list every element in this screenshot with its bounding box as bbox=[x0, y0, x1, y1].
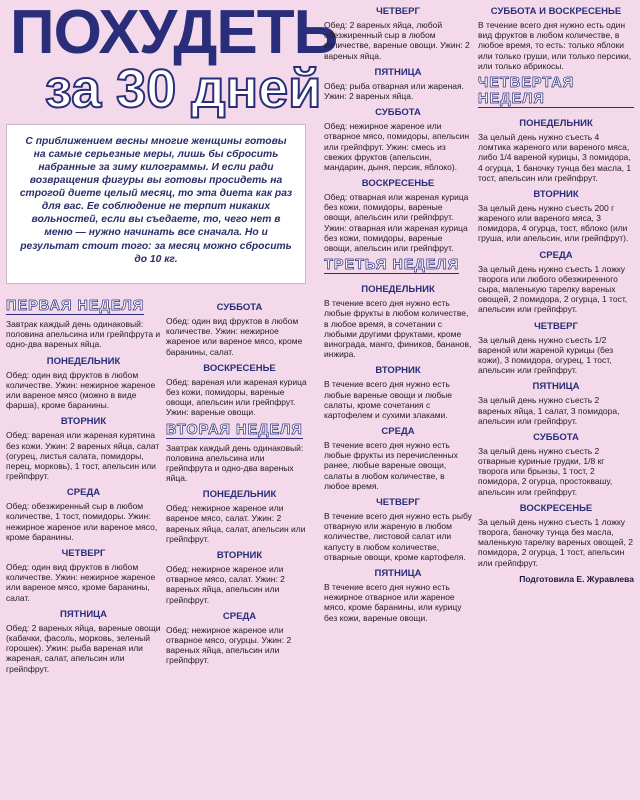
column-3 bbox=[324, 0, 472, 800]
week2-saturday-label: СУББОТА bbox=[375, 107, 421, 119]
week3-weekend-text: В течение всего дня нужно есть один вид фруктов в любом количестве, в любое время, то есть: только яблоки или только груши, или только персики, или только абрикосы. bbox=[478, 20, 632, 71]
week4-thursday-label: ЧЕТВЕРГ bbox=[534, 320, 578, 332]
intro-box: С приближением весны многие женщины готовы на самые серьезные меры, лишь бы сбросить набранные за зиму килограммы. И если ради возвращения фигуры вы готовы просидеть на строгой диете целый месяц, то эта диета как раз для вас. Ее соблюдение не терпит никаких вольностей, если вы съедаете, то, чего нет в меню — нужно начинать все сначала. Но и результат стоит того: за месяц можно сбросить до 10 кг. bbox=[6, 124, 306, 284]
week4-wednesday-label: СРЕДА bbox=[539, 249, 573, 261]
week2-intro: Завтрак каждый день одинаковый: половина апельсина или грейпфрута и одно-два вареных яйца. bbox=[166, 442, 304, 484]
week3-weekend-label: СУББОТА И ВОСКРЕСЕНЬЕ bbox=[490, 6, 622, 17]
week2-thursday-label: ЧЕТВЕРГ bbox=[376, 6, 420, 17]
week1-tuesday-label: ВТОРНИК bbox=[60, 416, 107, 428]
week4-tuesday-text: За целый день нужно съесть 200 г жареного или вареного мяса, 3 помидора, 4 огурца, тост, яблоко (или груша, или апельсин, или грейпфрут). bbox=[478, 202, 629, 244]
week2-title: ВТОРАЯ НЕДЕЛЯ bbox=[166, 421, 303, 438]
week1-sunday-text: Обед: вареная или жареная курица без кожи, помидоры, вареные овощи, апельсин или грейпфрут. Ужин: вареные овощи. bbox=[166, 376, 307, 418]
week4-wednesday-text: За целый день нужно съесть 1 ложку творога или любого обезжиренного сыра, маленькую тарелку вареных овощей, 2 помидора, 2 огурца, 1 тост, апельсин или грейпфрут. bbox=[478, 263, 628, 315]
week2-tuesday-label: ВТОРНИК bbox=[216, 550, 263, 561]
week1-saturday-text: Обед: один вид фруктов в любом количестве. Ужин: нежирное жареное или вареное мясо, кроме баранины, салат. bbox=[166, 316, 303, 357]
week2-sunday-text: Обед: отварная или жареная курица без кожи, помидоры, вареные овощи, апельсин или грейпфрут. Ужин: отварная или жареная курица без кожи, помидоры, вареные овощи, апельсин или грейпфрут. bbox=[324, 192, 469, 253]
column-4 bbox=[478, 0, 634, 800]
week4-tuesday-label: ВТОРНИК bbox=[533, 188, 579, 200]
week1-sunday-label: ВОСКРЕСЕНЬЕ bbox=[203, 362, 276, 374]
week4-monday-text: За целый день нужно съесть 4 ломтика жареного или вареного мяса, либо 1/4 вареной курицы, 3 помидора, 4 огурца, 1 баночку тунца без масла, 1 тост, апельсин или грейпфрут. bbox=[478, 131, 632, 183]
week4-saturday-label: СУББОТА bbox=[533, 431, 579, 443]
week3-monday-label: ПОНЕДЕЛЬНИК bbox=[361, 284, 435, 296]
week1-title: ПЕРВАЯ НЕДЕЛЯ bbox=[6, 298, 145, 314]
week2-wednesday-label: СРЕДА bbox=[222, 610, 257, 622]
week2-monday-text: Обед: нежирное жареное или вареное мясо, салат. Ужин: 2 вареных яйца, салат, апельсин или грейпфрут. bbox=[166, 503, 306, 544]
week1-wednesday-text: Обед: обезжиренный сыр в любом количестве, 1 тост, помидоры. Ужин: нежирное жареное или вареное мясо, кроме баранины. bbox=[6, 501, 158, 542]
week1-intro: Завтрак каждый день одинаковый: половина апельсина или грейпфрута и одно-два вареных яйца. bbox=[6, 319, 161, 350]
week3-thursday-text: В течение всего дня нужно есть рыбу отварную или жареную в любом количестве, листовой салат или капусту в любом количестве, отварные овощи, кроме картофеля. bbox=[324, 511, 472, 562]
week1-thursday-label: ЧЕТВЕРГ bbox=[61, 548, 106, 559]
week3-title: ТРЕТЬЯ НЕДЕЛЯ bbox=[324, 257, 460, 274]
week4-sunday-label: ВОСКРЕСЕНЬЕ bbox=[519, 502, 593, 514]
week1-thursday-text: Обед: один вид фруктов в любом количестве. Ужин: нежирное жареное или вареное мясо, кроме баранины, салат. bbox=[6, 562, 156, 603]
week4-friday-text: За целый день нужно съесть 2 вареных яйца, 1 салат, 3 помидора, апельсин или грейпфрут. bbox=[478, 395, 620, 426]
week4-title: ЧЕТВЕРТАЯ НЕДЕЛЯ bbox=[478, 75, 634, 108]
week3-tuesday-text: В течение всего дня нужно есть любые вареные овощи и любые салаты, кроме сочетания с картофелем и сухими злаками. bbox=[324, 379, 453, 420]
week2-monday-label: ПОНЕДЕЛЬНИК bbox=[202, 489, 277, 501]
week1-monday-text: Обед: один вид фруктов в любом количестве. Ужин: нежирное жареное или вареное мясо (можно в виде фарша), кроме баранины. bbox=[6, 369, 156, 411]
week1-wednesday-label: СРЕДА bbox=[66, 487, 101, 499]
column-1 bbox=[6, 296, 161, 800]
week2-saturday-text: Обед: нежирное жареное или отварное мясо, помидоры, апельсин или грейпфрут. Ужин: смесь из свежих фруктов (апельсин, мандарин, дыня, персик, яблоко). bbox=[324, 121, 470, 172]
week3-wednesday-label: СРЕДА bbox=[381, 426, 415, 438]
week4-saturday-text: За целый день нужно съесть 2 отварные куриные грудки, 1/8 кг творога или брынзы, 1 тост, 2 помидора, 2 огурца, простоквашу, апельсин или грейпфрут. bbox=[478, 445, 613, 497]
week2-friday-text: Обед: рыба отварная или жареная. Ужин: 2 вареных яйца. bbox=[324, 80, 464, 101]
week2-thursday-text: Обед: 2 вареных яйца, любой обезжиренный сыр в любом количестве, вареные овощи. Ужин: 2 вареных яйца. bbox=[324, 20, 470, 61]
title-line2: за 30 дней bbox=[45, 59, 322, 119]
week1-friday-text: Обед: 2 вареных яйца, вареные овощи (кабачки, фасоль, морковь, зеленый горошек). Ужин: рыба вареная или жареная, салат, апельсин или грейпфрут. bbox=[6, 622, 161, 674]
week2-friday-label: ПЯТНИЦА bbox=[374, 66, 422, 78]
week1-saturday-label: СУББОТА bbox=[216, 302, 263, 313]
week3-friday-text: В течение всего дня нужно есть нежирное отварное или жареное мясо, кроме баранины, или курицу без кожи, вареные овощи. bbox=[324, 581, 462, 623]
week4-thursday-text: За целый день нужно съесть 1/2 вареной или жареной курицы (без кожи), 3 помидора, огурец, 1 тост, апельсин или грейпфрут. bbox=[478, 334, 614, 376]
week3-monday-text: В течение всего дня нужно есть любые фрукты в любом количестве, в любое время, в сочетании с любыми другими фруктами, кроме винограда, манго, фиников, бананов, инжира. bbox=[324, 298, 472, 360]
week4-sunday-text: За целый день нужно съесть 1 ложку творога, баночку тунца без масла, маленькую тарелку вареных овощей, 2 помидора, 2 огурца, 1 тост, апельсин или грейпфрут. bbox=[478, 516, 633, 568]
week3-wednesday-text: В течение всего дня нужно есть любые фрукты из перечисленных ранее, любые вареные овощи, салаты в любом количестве, в любое время. bbox=[324, 440, 458, 491]
week4-friday-label: ПЯТНИЦА bbox=[532, 381, 580, 393]
title-line1: ПОХУДЕТЬ bbox=[10, 0, 338, 67]
week3-tuesday-label: ВТОРНИК bbox=[375, 365, 421, 377]
week1-monday-label: ПОНЕДЕЛЬНИК bbox=[46, 355, 121, 367]
week4-monday-label: ПОНЕДЕЛЬНИК bbox=[519, 117, 593, 129]
column-2 bbox=[166, 296, 313, 800]
week2-sunday-label: ВОСКРЕСЕНЬЕ bbox=[361, 178, 435, 190]
week3-friday-label: ПЯТНИЦА bbox=[374, 567, 422, 579]
week1-friday-label: ПЯТНИЦА bbox=[60, 608, 107, 620]
week2-tuesday-text: Обед: нежирное жареное или отварное мясо, салат. Ужин: 2 вареных яйца, апельсин или грейпфрут. bbox=[166, 564, 285, 605]
week2-wednesday-text: Обед: нежирное жареное или отварное мясо, огурцы. Ужин: 2 вареных яйца, апельсин или грейпфрут. bbox=[166, 624, 292, 666]
week1-tuesday-text: Обед: вареная или жареная курятина без кожи. Ужин: 2 вареных яйца, салат (огурец, листья салата, помидоры, перец, морковь), 1 тост, апельсин или грейпфрут. bbox=[6, 430, 160, 482]
author-credit: Подготовила Е. Журавлева bbox=[519, 573, 634, 584]
week3-thursday-label: ЧЕТВЕРГ bbox=[376, 497, 420, 508]
